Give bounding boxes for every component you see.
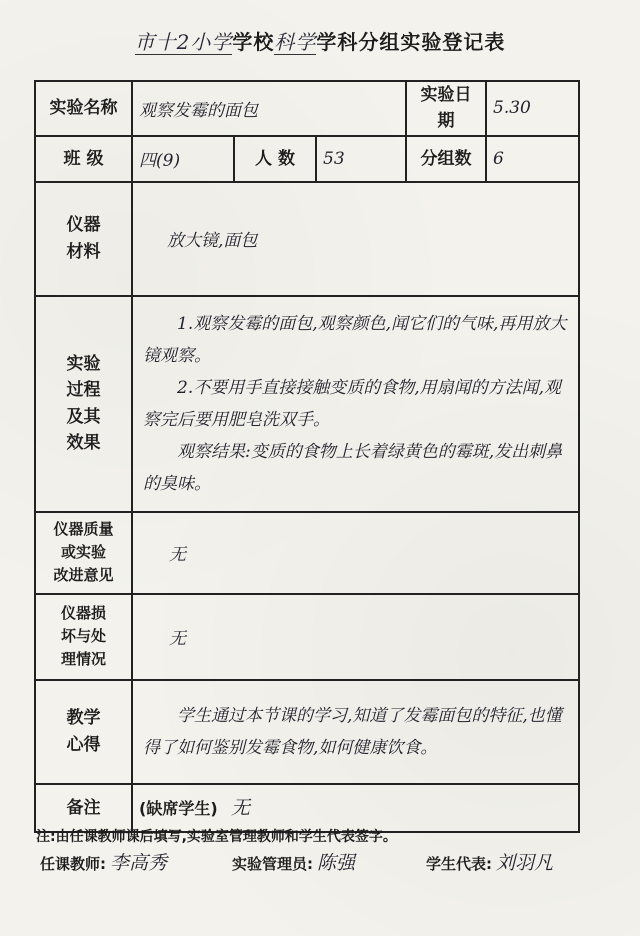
process-label-line: 效果	[66, 433, 101, 454]
process-value[interactable]	[132, 296, 579, 512]
group-count-value[interactable]: 6	[486, 136, 579, 182]
subject-handwritten: 科学	[274, 30, 317, 54]
manager-sign: 陈强	[317, 852, 356, 874]
experiment-date-value[interactable]: 5.30	[486, 81, 579, 136]
process-line: 1.观察发霉的面包,观察颜色,闻它们的气味,再用放大镜观察。	[143, 313, 567, 366]
experiment-name-value[interactable]: 观察发霉的面包	[132, 81, 406, 136]
class-value[interactable]: 四(9)	[132, 136, 234, 182]
row-damage	[35, 594, 579, 680]
manager-signature	[232, 848, 355, 875]
materials-value[interactable]: 放大镜,面包	[132, 182, 579, 296]
teacher-label: 任课教师:	[40, 855, 106, 873]
damage-value[interactable]: 无	[132, 594, 579, 680]
process-label-line: 实验	[66, 354, 101, 374]
people-count-value[interactable]: 53	[316, 136, 406, 182]
process-label	[35, 296, 132, 512]
signature-row	[40, 848, 600, 878]
quality-label	[35, 512, 132, 594]
row-class	[35, 136, 579, 182]
process-label-line: 过程	[66, 380, 101, 401]
row-quality	[35, 512, 579, 594]
experiment-name-label: 实验名称	[35, 81, 132, 136]
materials-label-line: 仪器	[66, 215, 101, 236]
class-label: 班 级	[35, 136, 132, 182]
school-name-handwritten: 市十2小学	[134, 30, 233, 54]
process-line: 2.不要用手直接接触变质的食物,用扇闻的方法闻,观察完后要用肥皂洗双手。	[143, 377, 562, 430]
quality-value[interactable]: 无	[132, 512, 579, 594]
row-remarks	[35, 784, 579, 832]
remarks-label: 备注	[35, 784, 132, 832]
damage-label	[35, 594, 132, 680]
teacher-sign: 李高秀	[110, 852, 168, 874]
materials-label	[35, 182, 132, 296]
form-title	[0, 26, 640, 55]
process-line: 观察结果:变质的食物上长着绿黄色的霉斑,发出刺鼻的臭味。	[143, 441, 563, 494]
row-experiment-name	[35, 81, 579, 136]
title-suffix: 学科分组实验登记表	[316, 30, 506, 54]
remarks-value[interactable]	[132, 784, 579, 832]
group-count-label: 分组数	[406, 136, 486, 182]
quality-label-line: 改进意见	[53, 566, 114, 585]
row-reflection	[35, 680, 579, 784]
reflection-label-line: 教学	[66, 708, 101, 729]
student-signature	[426, 848, 553, 875]
damage-label-line: 坏与处	[60, 627, 106, 646]
teacher-signature	[40, 848, 167, 875]
remarks-handwritten: 无	[231, 797, 251, 820]
reflection-label	[35, 680, 132, 784]
damage-label-line: 理情况	[60, 650, 106, 669]
row-process	[35, 296, 579, 512]
student-sign: 刘羽凡	[496, 852, 554, 874]
student-label: 学生代表:	[426, 855, 492, 873]
manager-label: 实验管理员:	[232, 855, 313, 873]
reflection-label-line: 心得	[66, 734, 101, 755]
people-count-label: 人 数	[234, 136, 316, 182]
row-materials	[35, 182, 579, 296]
absent-students-label: (缺席学生)	[139, 799, 218, 819]
experiment-date-label: 实验日期	[406, 81, 486, 136]
materials-label-line: 材料	[66, 241, 101, 262]
school-suffix: 学校	[232, 30, 275, 54]
damage-label-line: 仪器损	[60, 603, 106, 622]
process-label-line: 及其	[66, 406, 101, 427]
quality-label-line: 仪器质量	[53, 519, 114, 538]
registration-table	[34, 80, 580, 833]
footer-note: 注:由任课教师课后填写,实验室管理教师和学生代表签字。	[36, 829, 397, 845]
reflection-value[interactable]: 学生通过本节课的学习,知道了发霉面包的特征,也懂得了如何鉴别发霉食物,如何健康饮食。	[132, 680, 579, 784]
quality-label-line: 或实验	[60, 543, 106, 562]
